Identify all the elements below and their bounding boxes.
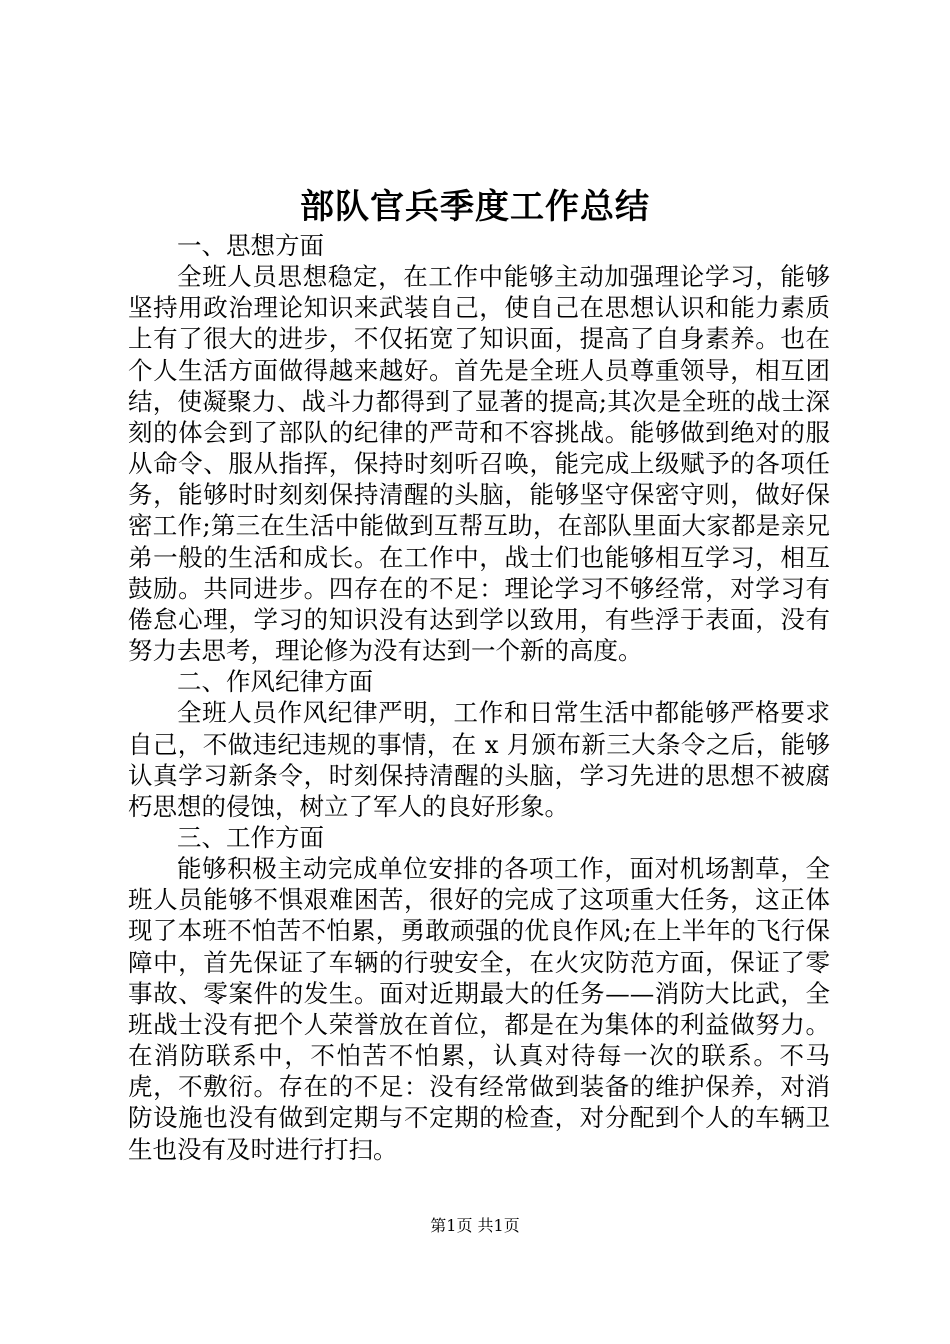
section-paragraph-thought: 全班人员思想稳定，在工作中能够主动加强理论学习，能够坚持用政治理论知识来武装自己，使自己在思想认识和能力素质上有了很大的进步，不仅拓宽了知识面，提高了自身素养。也在个人生活方面做得越来越好。首先是全班人员尊重领导，相互团结，使凝聚力、战斗力都得到了显著的提高;其次是全班的战士深刻的体会到了部队的纪律的严苛和不容挑战。能够做到绝对的服从命令、服从指挥，保持时刻听召唤，能完成上级赋予的各项任务，能够时时刻刻保持清醒的头脑，能够坚守保密守则，做好保密工作;第三在生活中能做到互帮互助，在部队里面大家都是亲兄弟一般的生活和成长。在工作中，战士们也能够相互学习，相互鼓励。共同进步。四存在的不足：理论学习不够经常，对学习有倦怠心理，学习的知识没有达到学以致用，有些浮于表面，没有努力去思考，理论修为没有达到一个新的高度。 <box>128 262 830 666</box>
section-paragraph-work: 能够积极主动完成单位安排的各项工作，面对机场割草，全班人员能够不惧艰难困苦，很好的完成了这项重大任务，这正体现了本班不怕苦不怕累，勇敢顽强的优良作风;在上半年的飞行保障中，首先保证了车辆的行驶安全，在火灾防范方面，保证了零事故、零案件的发生。面对近期最大的任务——消防大比武，全班战士没有把个人荣誉放在首位，都是在为集体的利益做努力。在消防联系中，不怕苦不怕累，认真对待每一次的联系。不马虎，不敷衍。存在的不足：没有经常做到装备的维护保养，对消防设施也没有做到定期与不定期的检查，对分配到个人的车辆卫生也没有及时进行打扫。 <box>128 854 830 1164</box>
section-heading-discipline: 二、作风纪律方面 <box>177 667 373 697</box>
section-heading-work: 三、工作方面 <box>177 822 324 852</box>
document-body <box>128 230 830 1165</box>
section-heading-thought: 一、思想方面 <box>177 231 324 260</box>
section-paragraph-discipline: 全班人员作风纪律严明，工作和日常生活中都能够严格要求自己，不做违纪违规的事情，在 x 月颁布新三大条令之后，能够认真学习新条令，时刻保持清醒的头脑，学习先进的思想不被腐朽思想的侵蚀，树立了军人的良好形象。 <box>128 698 830 821</box>
page-footer: 第1页 共1页 <box>430 1216 520 1235</box>
document-title: 部队官兵季度工作总结 <box>300 187 650 227</box>
